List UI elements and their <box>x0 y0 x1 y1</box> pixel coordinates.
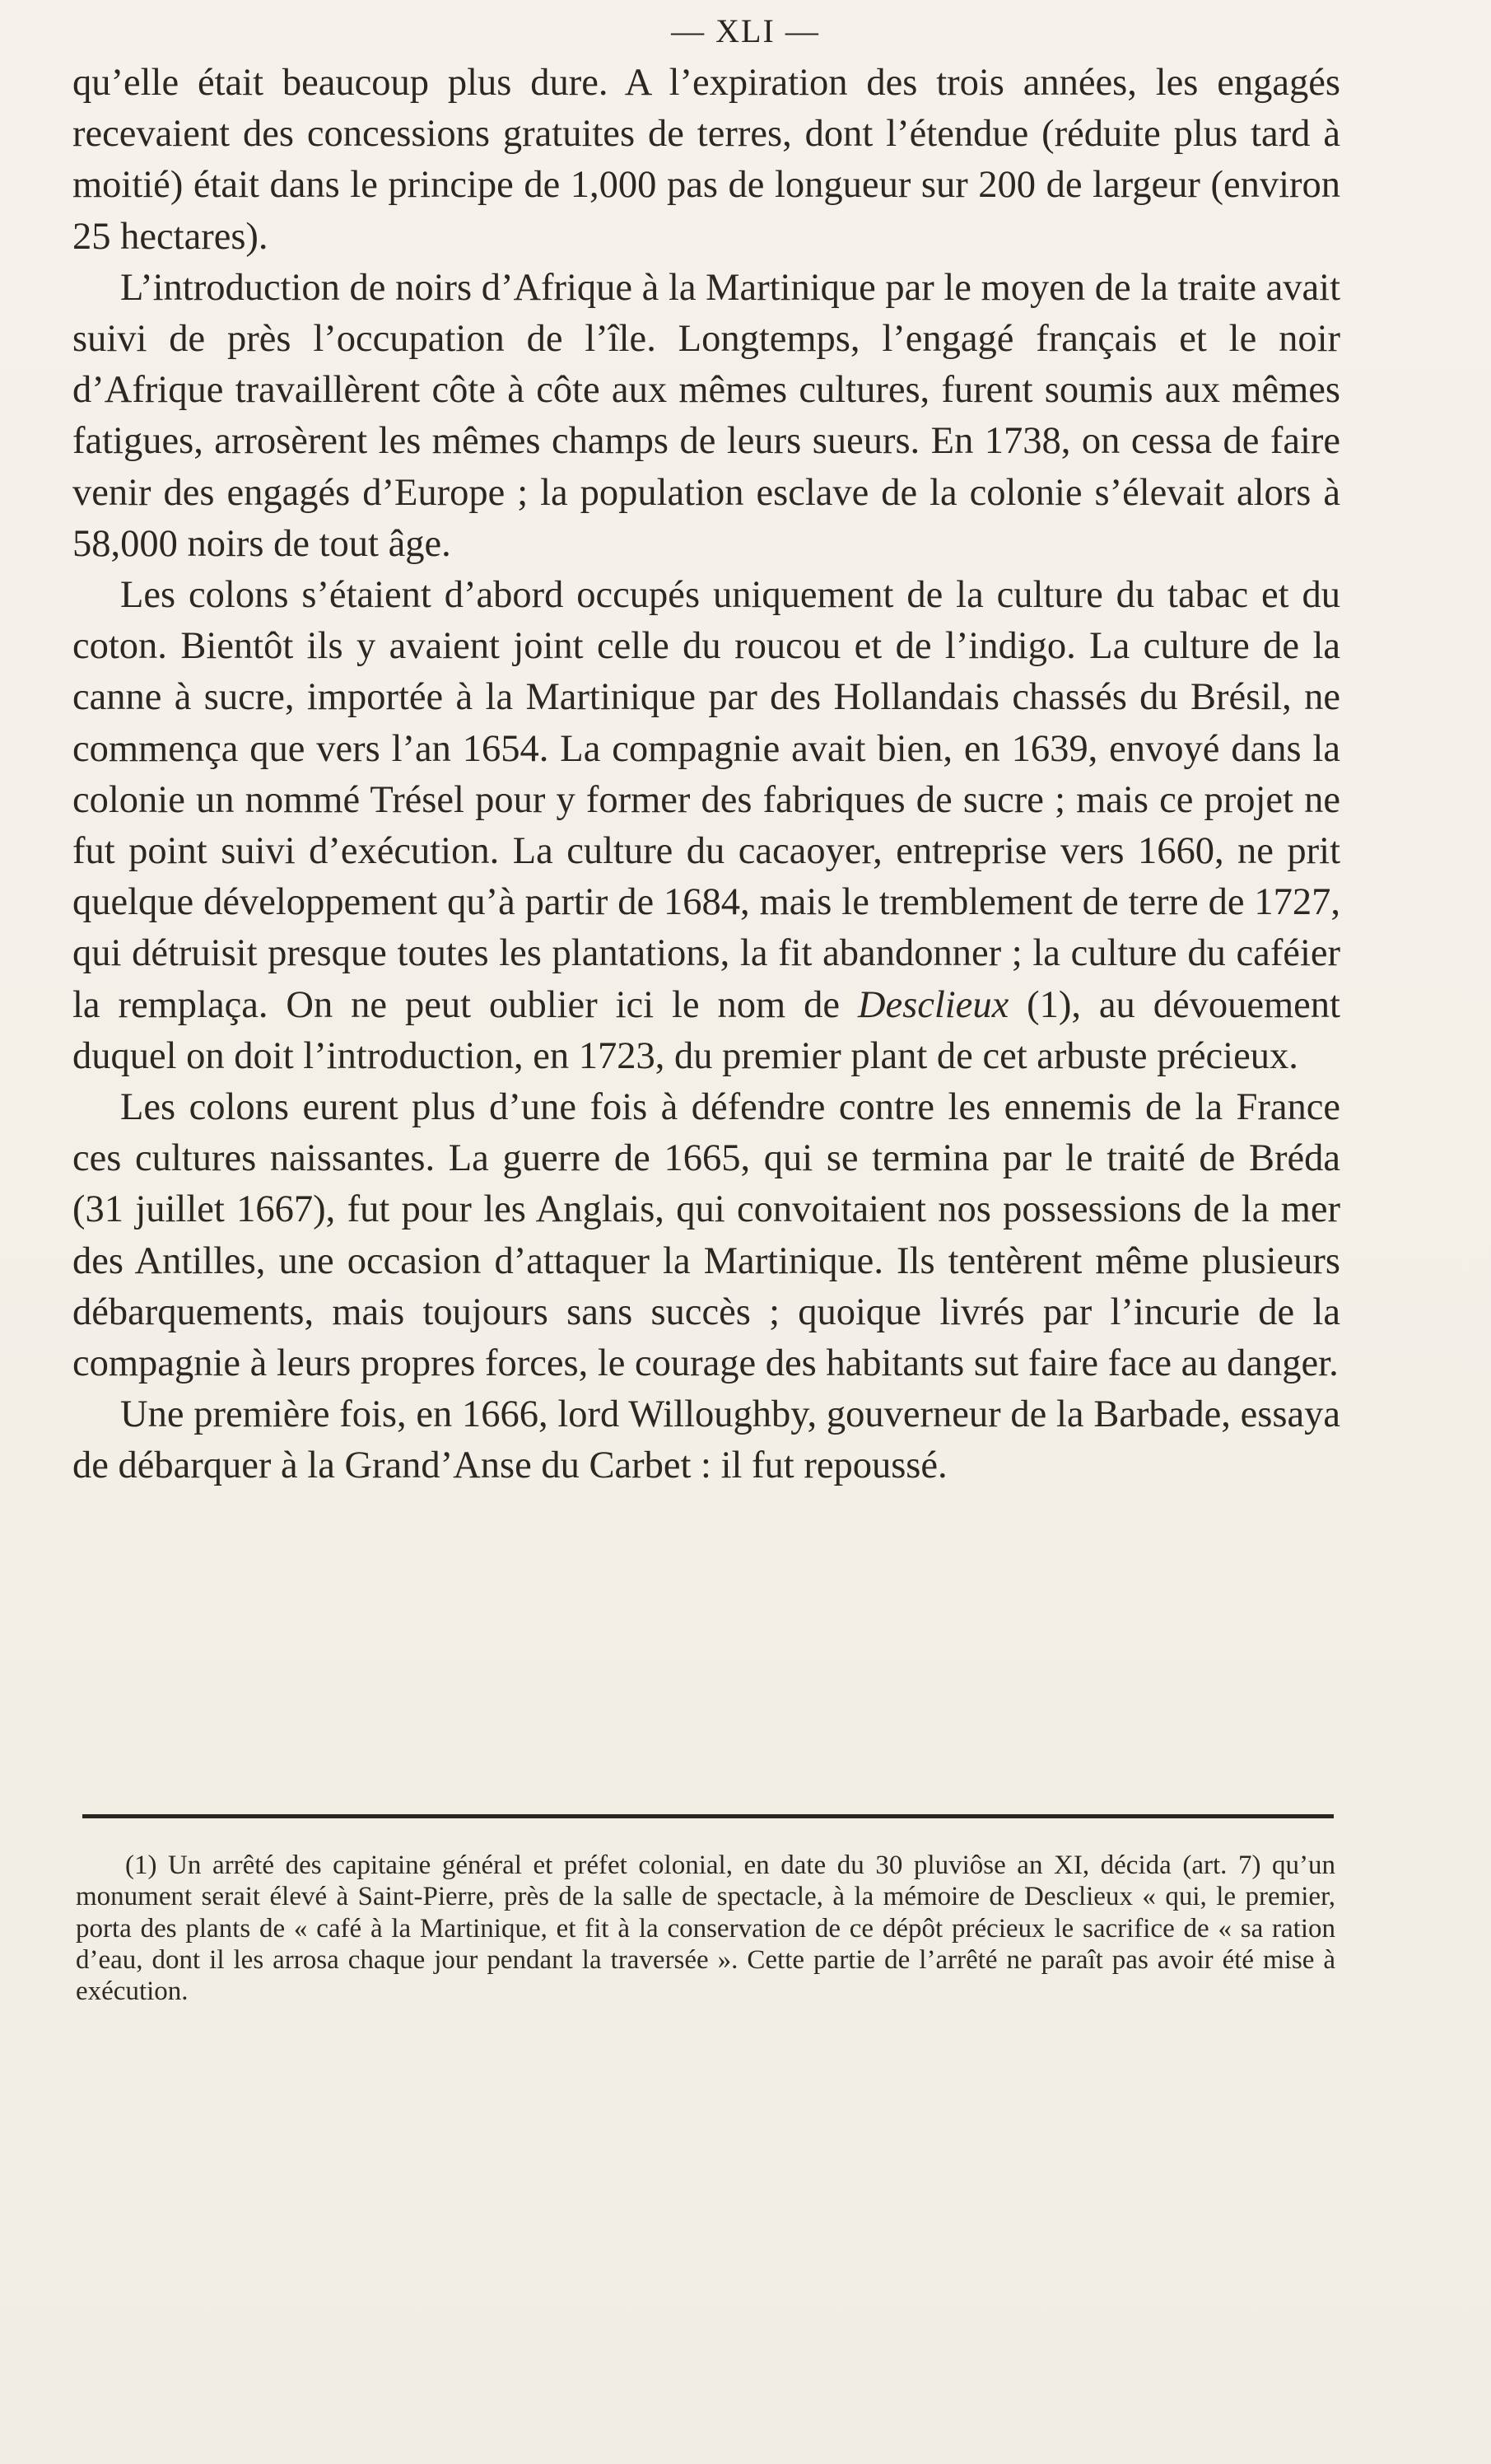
paragraph-1: qu’elle était beaucoup plus dure. A l’expiration des trois années, les engagés recevaient des concessions gratuites de terres, dont l’étendue (réduite plus tard à moitié) était dans le principe de 1,000 pas de longueur sur 200 de largeur (environ 25 hectares). <box>72 62 1340 258</box>
main-text <box>72 58 1340 1492</box>
running-head-page-number: — XLI — <box>671 12 820 49</box>
italic-name-desclieux: Desclieux <box>857 983 1009 1026</box>
footnote-separator-rule <box>82 1814 1334 1818</box>
footnotes <box>76 1850 1335 2007</box>
paragraph-5: Une première fois, en 1666, lord Willoughby, gouverneur de la Barbade, essaya de débarquer à la Grand’Anse du Carbet : il fut repoussé. <box>72 1393 1340 1487</box>
footnote-1: (1) Un arrêté des capitaine général et préfet colonial, en date du 30 pluviôse an XI, décida (art. 7) qu’un monument serait élevé à Saint-Pierre, près de la salle de spectacle, à la mémoire de Desclieux « qui, le premier, porta des plants de « café à la Martinique, et fit à la conservation de ce dépôt précieux le sacrifice de « sa ration d’eau, dont il les arrosa chaque jour pendant la traversée ». Cette partie de l’arrêté ne paraît pas avoir été mise à exécution. <box>76 1850 1335 2007</box>
paragraph-4: Les colons eurent plus d’une fois à défendre contre les ennemis de la France ces cultures naissantes. La guerre de 1665, qui se termina par le traité de Bréda (31 juillet 1667), fut pour les Anglais, qui convoitaient nos possessions de la mer des Antilles, une occasion d’attaquer la Martinique. Ils tentèrent même plusieurs débarquements, mais toujours sans succès ; quoique livrés par l’incurie de la compagnie à leurs propres forces, le courage des habitants sut faire face au danger. <box>72 1086 1340 1385</box>
paragraph-2: L’introduction de noirs d’Afrique à la Martinique par le moyen de la traite avait suivi de près l’occupation de l’île. Longtemps, l’engagé français et le noir d’Afrique travaillèrent côte à côte aux mêmes cultures, furent soumis aux mêmes fatigues, arrosèrent les mêmes champs de leurs sueurs. En 1738, on cessa de faire venir des engagés d’Europe ; la population esclave de la colonie s’élevait alors à 58,000 noirs de tout âge. <box>72 266 1340 565</box>
paragraph-3 <box>72 570 1340 1082</box>
paragraph-3-text-after: (1), au dévouement duquel on doit l’introduction, en 1723, du premier plant de cet arbuste précieux. <box>72 983 1340 1077</box>
paragraph-3-text-before: Les colons s’étaient d’abord occupés uniquement de la culture du tabac et du coton. Bientôt ils y avaient joint celle du roucou et de l’indigo. La culture de la canne à sucre, importée à la Martinique par des Hollandais chassés du Brésil, ne commença que vers l’an 1654. La compagnie avait bien, en 1639, envoyé dans la colonie un nommé Trésel pour y former des fabriques de sucre ; mais ce projet ne fut point suivi d’exécution. La culture du cacaoyer, entreprise vers 1660, ne prit quelque développement qu’à partir de 1684, mais le tremblement de terre de 1727, qui détruisit presque toutes les plantations, la fit abandonner ; la culture du caféier la remplaça. On ne peut oublier ici le nom de <box>72 574 1340 1026</box>
